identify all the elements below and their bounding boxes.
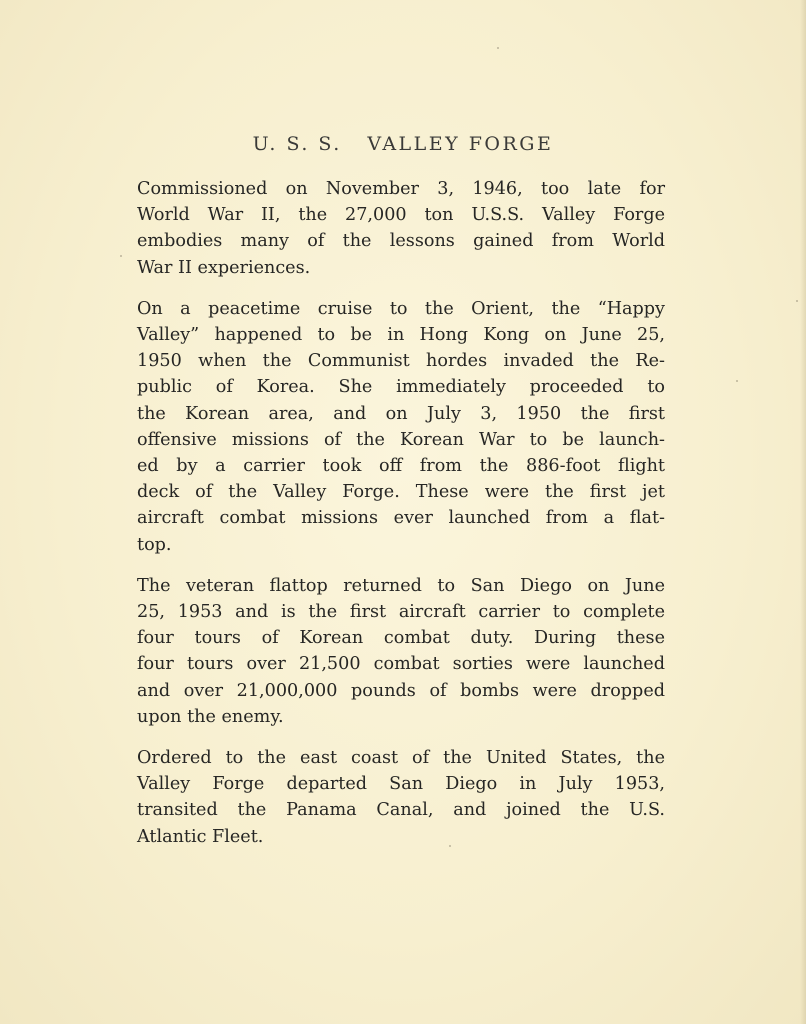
text-line: The veteran flattop returned to San Diego on June: [137, 575, 665, 596]
text-line: transited the Panama Canal, and joined the U.S.: [137, 800, 665, 821]
text-line: Atlantic Fleet.: [137, 826, 264, 847]
text-line: upon the enemy.: [137, 706, 284, 727]
text-line: offensive missions of the Korean War to be launch-: [137, 429, 665, 450]
text-line: Commissioned on November 3, 1946, too late for: [137, 179, 665, 199]
text-line: public of Korea. She immediately proceeded to: [137, 377, 665, 398]
text-line: four tours over 21,500 combat sorties were launched: [137, 654, 665, 675]
document-title: U. S. S. VALLEY FORGE: [252, 133, 554, 155]
text-line: World War II, the 27,000 ton U.S.S. Valley Forge: [137, 205, 665, 226]
text-line: 1950 when the Communist hordes invaded the Re-: [137, 351, 665, 372]
text-line: four tours of Korean combat duty. During these: [137, 628, 665, 649]
text-line: Valley” happened to be in Hong Kong on June 25,: [137, 325, 665, 346]
text-line: the Korean area, and on July 3, 1950 the first: [137, 403, 665, 424]
text-line: Ordered to the east coast of the United States, the: [137, 748, 665, 769]
text-line: Valley Forge departed San Diego in July 1953,: [137, 774, 665, 795]
paragraph-orient-cruise: [137, 296, 665, 558]
paragraph-commissioned: [137, 176, 665, 281]
text-line: top.: [137, 534, 172, 555]
document-body: [137, 176, 665, 865]
text-line: aircraft combat missions ever launched from a flat-: [137, 508, 665, 529]
paper-speck: [497, 47, 499, 49]
text-line: deck of the Valley Forge. These were the first jet: [137, 482, 665, 503]
paper-speck: [796, 300, 798, 302]
paper-speck: [120, 255, 122, 257]
paragraph-korean-tours: [137, 573, 665, 730]
text-line: 25, 1953 and is the first aircraft carrier to complete: [137, 602, 665, 623]
text-line: On a peacetime cruise to the Orient, the “Happy: [137, 298, 665, 319]
paragraph-east-coast: [137, 745, 665, 850]
text-line: ed by a carrier took off from the 886-foot flight: [137, 456, 665, 477]
paper-speck: [736, 380, 738, 382]
text-line: and over 21,000,000 pounds of bombs were dropped: [137, 680, 665, 701]
text-line: War II experiences.: [137, 257, 311, 278]
text-line: embodies many of the lessons gained from World: [137, 231, 665, 252]
